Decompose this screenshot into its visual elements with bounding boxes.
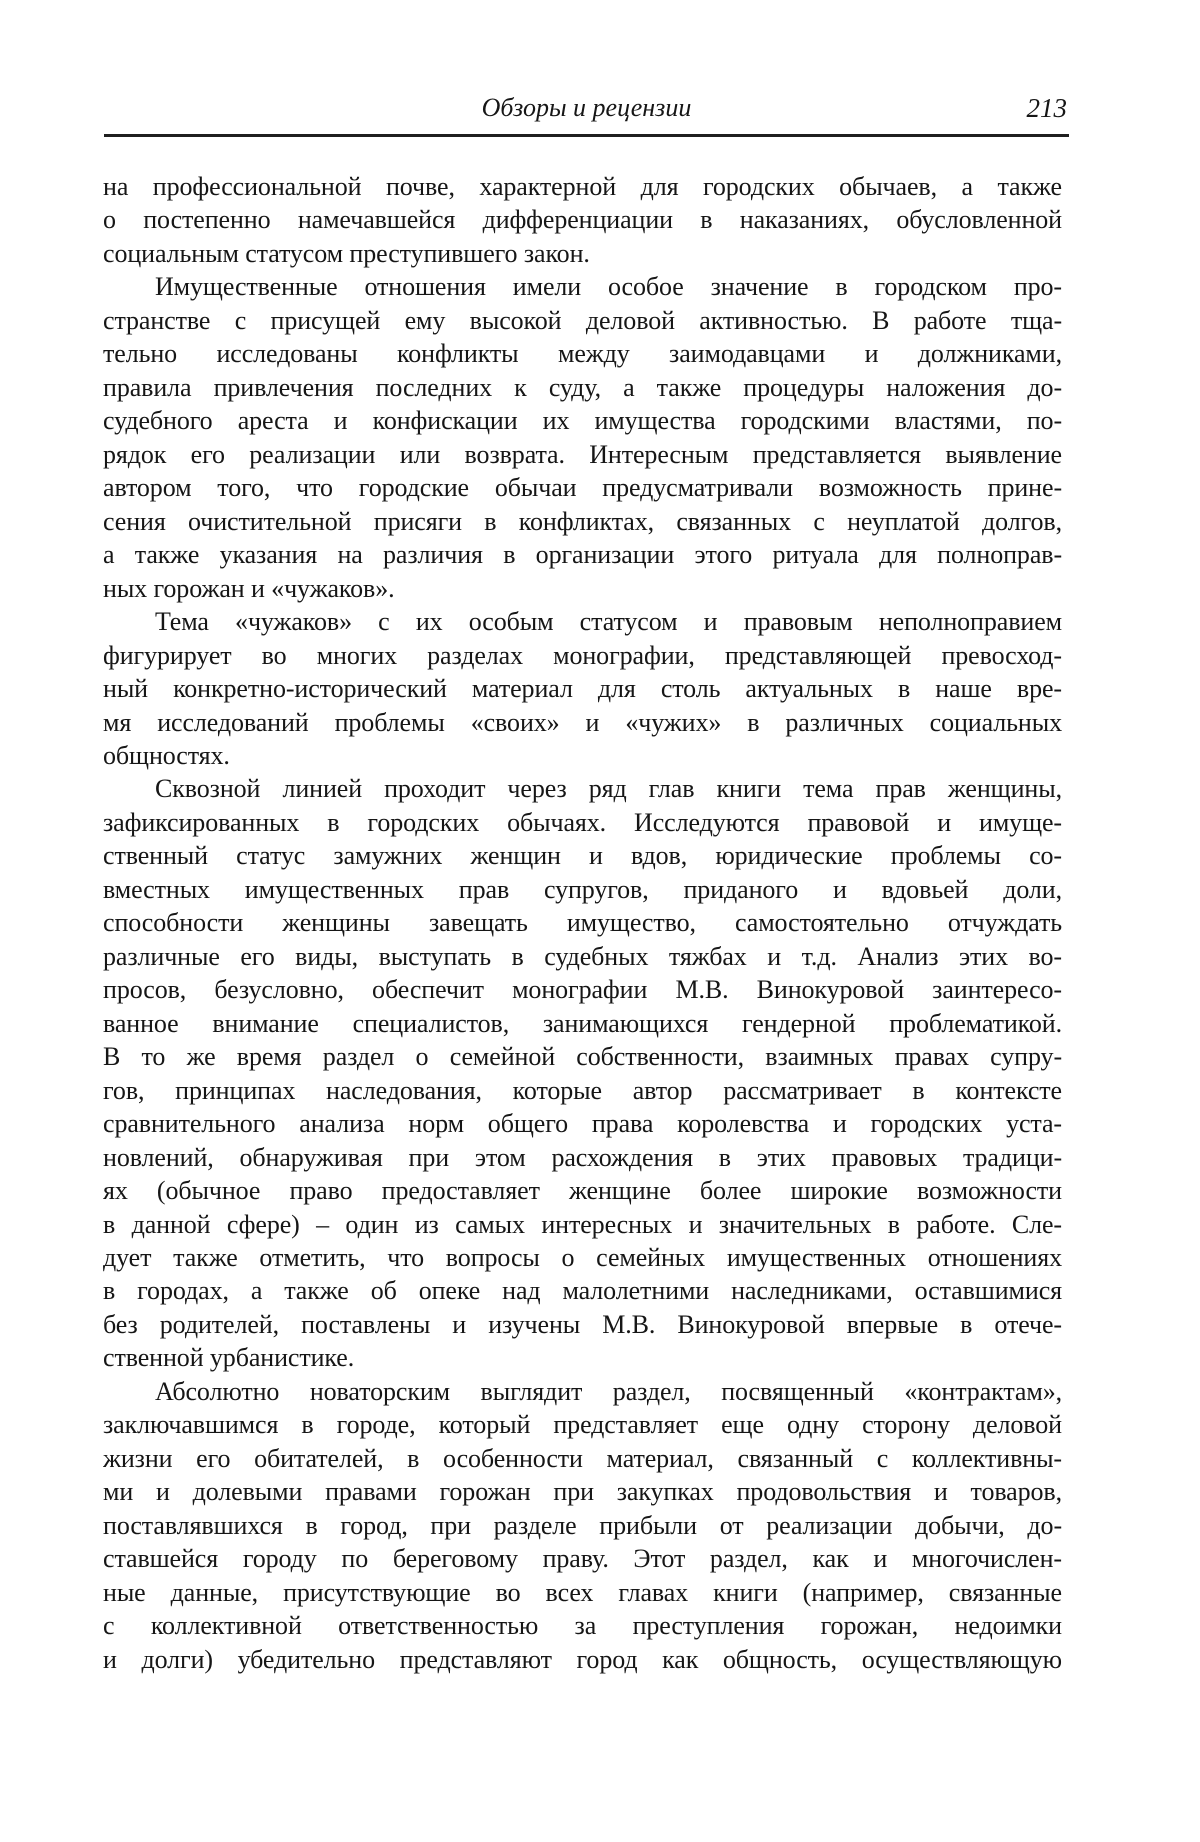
text-line: ные данные, присутствующие во всех главах книги (например, связанные xyxy=(103,1577,1062,1607)
text-line: без родителей, поставлены и изучены М.В. Винокуровой впервые в отече- xyxy=(103,1309,1062,1339)
text-line: ственный статус замужних женщин и вдов, юридические проблемы со- xyxy=(103,841,1062,871)
text-line: зафиксированных в городских обычаях. Исследуются правовой и имуще- xyxy=(103,807,1062,837)
text-line: ный конкретно-исторический материал для столь актуальных в наше вре- xyxy=(103,674,1062,704)
text-line: автором того, что городские обычаи предусматривали возможность прине- xyxy=(103,473,1062,503)
paragraph xyxy=(103,772,1062,1374)
text-line: гов, принципах наследования, которые автор рассматривает в контексте xyxy=(103,1075,1062,1105)
text-line: различные его виды, выступать в судебных тяжбах и т.д. Анализ этих во- xyxy=(103,941,1062,971)
text-line: в городах, а также об опеке над малолетними наследниками, оставшимися xyxy=(103,1276,1062,1306)
text-line: ванное внимание специалистов, занимающихся гендерной проблематикой. xyxy=(103,1008,1062,1038)
text-line: сения очистительной присяги в конфликтах, связанных с неуплатой долгов, xyxy=(103,506,1062,536)
paragraph xyxy=(103,1375,1062,1676)
text-line: рядок его реализации или возврата. Интересным представляется выявление xyxy=(103,439,1062,469)
text-line: ях (обычное право предоставляет женщине более широкие возможности xyxy=(103,1176,1062,1206)
text-line: новлений, обнаруживая при этом расхождения в этих правовых традици- xyxy=(103,1142,1062,1172)
text-line: поставлявшихся в город, при разделе прибыли от реализации добычи, до- xyxy=(103,1510,1062,1540)
text-line: просов, безусловно, обеспечит монографии М.В. Винокуровой заинтересо- xyxy=(103,975,1062,1005)
text-line: дует также отметить, что вопросы о семейных имущественных отношениях xyxy=(103,1243,1062,1272)
text-line: фигурирует во многих разделах монографии, представляющей превосход- xyxy=(103,640,1062,670)
text-line: общностях. xyxy=(103,740,230,770)
text-line: вместных имущественных прав супругов, приданого и вдовьей доли, xyxy=(103,874,1062,904)
running-head xyxy=(104,86,1069,130)
text-line: с коллективной ответственностью за преступления горожан, недоимки xyxy=(103,1611,1062,1641)
text-line: тельно исследованы конфликты между заимодавцами и должниками, xyxy=(103,339,1062,369)
text-line: мя исследований проблемы «своих» и «чужих» в различных социальных xyxy=(103,707,1062,737)
page-number: 213 xyxy=(1026,93,1067,123)
text-line: ных горожан и «чужаков». xyxy=(103,573,395,603)
text-line: способности женщины завещать имущество, самостоятельно отчуждать xyxy=(103,908,1062,938)
text-line: социальным статусом преступившего закон. xyxy=(103,238,590,268)
text-line: странстве с присущей ему высокой деловой активностью. В работе тща- xyxy=(103,305,1062,335)
text-line: В то же время раздел о семейной собственности, взаимных правах супру- xyxy=(103,1042,1062,1072)
text-line: ми и долевыми правами горожан при закупках продовольствия и товаров, xyxy=(103,1477,1062,1507)
text-line: ставшейся городу по береговому праву. Этот раздел, как и многочислен- xyxy=(103,1544,1062,1574)
header-rule xyxy=(104,134,1069,137)
text-line: ственной урбанистике. xyxy=(103,1343,355,1373)
text-line: на профессиональной почве, характерной для городских обычаев, а также xyxy=(103,172,1062,201)
text-block xyxy=(103,170,1062,1676)
text-line: о постепенно намечавшейся дифференциации в наказаниях, обусловленной xyxy=(103,205,1062,235)
running-head-title: Обзоры и рецензии xyxy=(481,93,692,122)
text-line: Абсолютно новаторским выглядит раздел, посвященный «контрактам», xyxy=(155,1376,1062,1406)
text-line: а также указания на различия в организации этого ритуала для полноправ- xyxy=(103,540,1062,570)
text-line: Сквозной линией проходит через ряд глав книги тема прав женщины, xyxy=(155,774,1062,804)
text-line: заключавшимся в городе, который представляет еще одну сторону деловой xyxy=(103,1410,1062,1440)
paragraph xyxy=(103,270,1062,605)
paragraph xyxy=(103,605,1062,772)
text-line: жизни его обитателей, в особенности материал, связанный с коллективны- xyxy=(103,1443,1062,1473)
text-line: в данной сфере) – один из самых интересных и значительных в работе. Сле- xyxy=(103,1209,1062,1239)
text-line: сравнительного анализа норм общего права королевства и городских уста- xyxy=(103,1109,1062,1139)
text-line: судебного ареста и конфискации их имущества городскими властями, по- xyxy=(103,406,1062,436)
text-line: Имущественные отношения имели особое значение в городском про- xyxy=(155,272,1062,302)
paragraph xyxy=(103,170,1062,270)
text-line: Тема «чужаков» с их особым статусом и правовым неполноправием xyxy=(155,607,1062,637)
text-line: и долги) убедительно представляют город как общность, осуществляющую xyxy=(103,1644,1062,1674)
text-line: правила привлечения последних к суду, а также процедуры наложения до- xyxy=(103,372,1062,402)
